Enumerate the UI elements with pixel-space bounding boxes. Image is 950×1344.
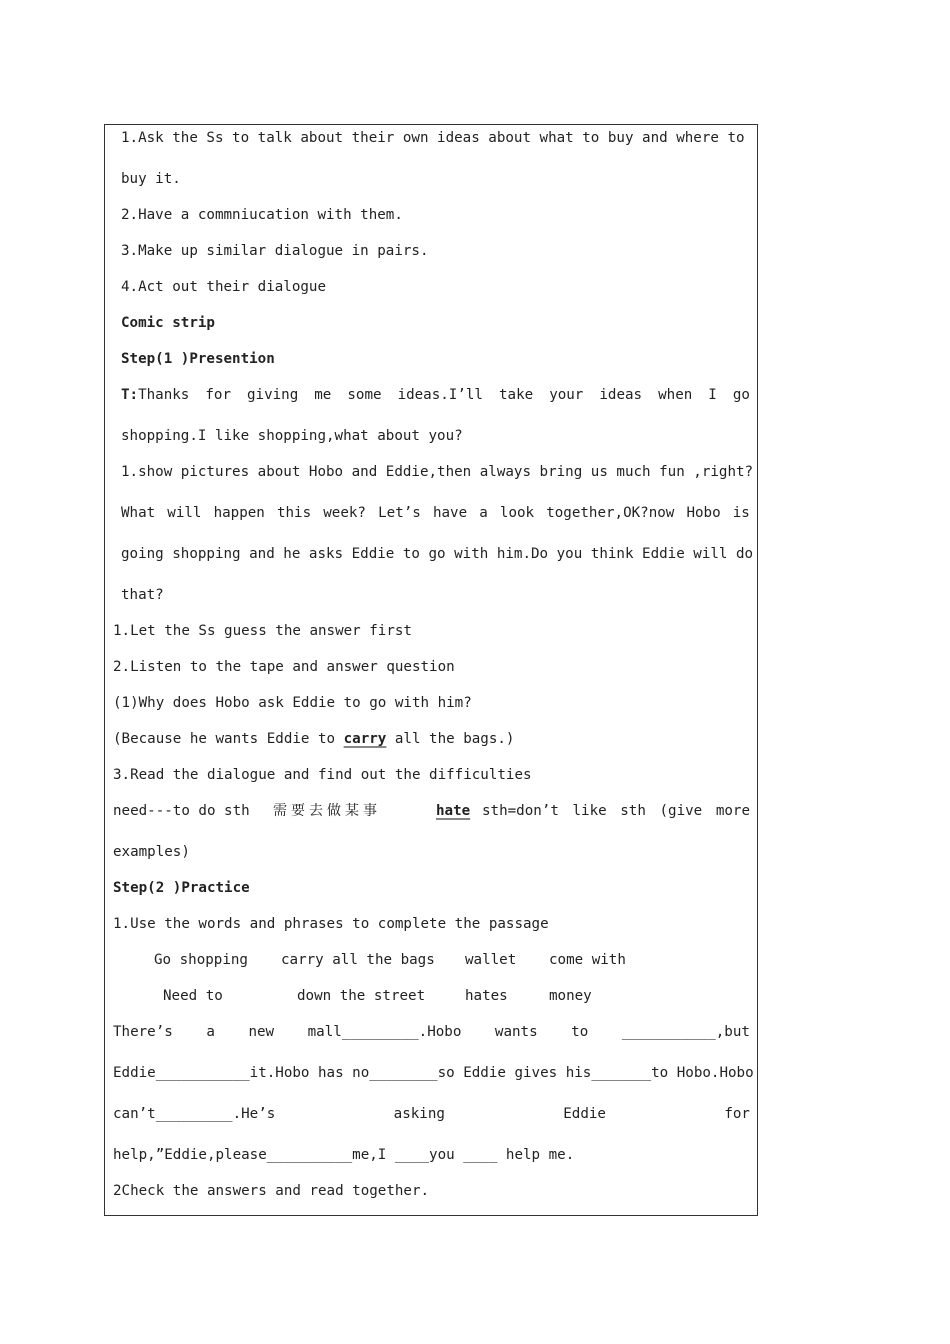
- key-word: carry: [343, 731, 387, 747]
- key-word: hate: [436, 803, 471, 819]
- text-line: 3.Make up similar dialogue in pairs.: [121, 243, 429, 259]
- word: sth: [620, 803, 646, 819]
- text-line: buy it.: [121, 171, 181, 187]
- word: ideas.I’ll: [397, 387, 483, 403]
- word: take: [499, 387, 534, 403]
- word: (give: [659, 803, 703, 819]
- text-line: 3.Read the dialogue and find out the difficulties: [113, 767, 532, 783]
- text-line: need---to do sth: [113, 803, 250, 819]
- word: together,OK?now: [546, 505, 675, 521]
- answer-text: (Because he wants Eddie to: [113, 731, 344, 747]
- word: sth=don’t: [482, 803, 559, 819]
- text-line: (1)Why does Hobo ask Eddie to go with him?: [113, 695, 472, 711]
- word: more: [715, 803, 750, 819]
- word: giving: [247, 387, 299, 403]
- text-line: Eddie___________it.Hobo has no________so Eddie gives his_______to Hobo.Hobo: [113, 1065, 754, 1081]
- text-line: 1.Ask the Ss to talk about their own ideas about what to buy and where to: [121, 130, 745, 146]
- answer-text: all the bags.): [386, 731, 515, 747]
- word: happen: [213, 505, 265, 521]
- step-heading: Step(1 )Presention: [121, 351, 275, 367]
- word: ___________,but: [621, 1024, 750, 1040]
- justified-line: [121, 385, 750, 405]
- word: me: [314, 387, 332, 403]
- word: this: [276, 505, 312, 521]
- word: some: [347, 387, 382, 403]
- word: mall_________.Hobo: [307, 1024, 462, 1040]
- word: like: [572, 803, 607, 819]
- text-line: 1.Use the words and phrases to complete the passage: [113, 916, 549, 932]
- word-bank-item: come with: [549, 952, 626, 968]
- word: ideas: [599, 387, 643, 403]
- word: wants: [494, 1024, 538, 1040]
- text-line: help,”Eddie,please__________me,I ____you ____ help me.: [113, 1147, 575, 1163]
- word: look: [499, 505, 535, 521]
- word: I: [708, 387, 717, 403]
- text-line: 4.Act out their dialogue: [121, 279, 326, 295]
- text-line: 1.show pictures about Hobo and Eddie,then always bring us much fun ,right?: [121, 464, 754, 480]
- text-line: shopping.I like shopping,what about you?: [121, 428, 463, 444]
- word: There’s: [113, 1024, 173, 1040]
- chinese-text: 需要去做某事: [273, 803, 381, 819]
- word: Hobo: [686, 505, 721, 521]
- word: What: [121, 505, 156, 521]
- word: asking: [393, 1106, 445, 1122]
- text-line: going shopping and he asks Eddie to go with him.Do you think Eddie will do: [121, 546, 754, 562]
- word: a: [479, 505, 488, 521]
- text-line: 2Check the answers and read together.: [113, 1183, 430, 1199]
- word: can’t_________.He’s: [113, 1106, 276, 1122]
- section-heading: Comic strip: [121, 315, 215, 331]
- text-line: that?: [121, 587, 164, 603]
- justified-line: [113, 1022, 750, 1042]
- step-heading: Step(2 )Practice: [113, 880, 250, 896]
- word: Thanks: [138, 387, 190, 403]
- word: new: [248, 1024, 275, 1040]
- text-line: 2.Listen to the tape and answer question: [113, 659, 455, 675]
- word: to: [571, 1024, 589, 1040]
- word: go: [732, 387, 750, 403]
- word-bank-item: wallet: [465, 952, 517, 968]
- word: Let’s: [378, 505, 421, 521]
- word: will: [167, 505, 202, 521]
- word-bank-item: carry all the bags: [281, 952, 435, 968]
- justified-line: [113, 1104, 750, 1124]
- word-bank-item: Go shopping: [154, 952, 248, 968]
- text-line: 1.Let the Ss guess the answer first: [113, 623, 412, 639]
- word: when: [658, 387, 693, 403]
- justified-line: [121, 503, 750, 523]
- word-bank-item: money: [549, 988, 592, 1004]
- word: for: [205, 387, 231, 403]
- word: your: [549, 387, 584, 403]
- word: week?: [323, 505, 366, 521]
- word: for: [724, 1106, 750, 1122]
- justified-line: [482, 801, 750, 821]
- word: is: [732, 505, 750, 521]
- answer-line: [113, 729, 514, 749]
- text-line: examples): [113, 844, 190, 860]
- word: a: [206, 1024, 215, 1040]
- word: Eddie: [563, 1106, 606, 1122]
- speaker-label: T:: [121, 387, 139, 403]
- word-bank-item: down the street: [297, 988, 426, 1004]
- word-bank-item: hates: [465, 988, 508, 1004]
- word: have: [432, 505, 468, 521]
- text-line: 2.Have a commniucation with them.: [121, 207, 403, 223]
- word-bank-item: Need to: [163, 988, 223, 1004]
